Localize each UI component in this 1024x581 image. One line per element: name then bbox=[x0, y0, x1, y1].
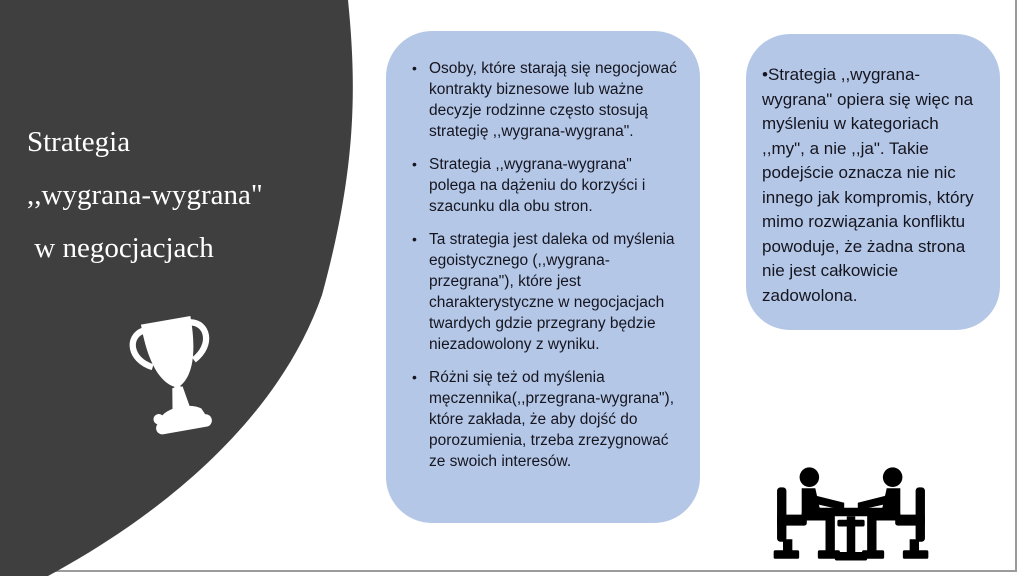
bullet-text: Strategia ,,wygrana-wygrana" polega na dążeniu do korzyści i szacunku dla obu stron. bbox=[429, 156, 646, 215]
trophy-shapes bbox=[129, 314, 221, 437]
bullet-text: Osoby, które starają się negocjować kontrakty biznesowe lub ważne decyzje rodzinne często stosują strategię ,,wygrana-wygrana". bbox=[429, 60, 677, 140]
content-box-right bbox=[746, 34, 1000, 330]
negotiation-svg bbox=[766, 464, 936, 572]
bullet-item bbox=[412, 154, 680, 217]
bullet-dot: • bbox=[762, 65, 768, 84]
dark-arc-path bbox=[0, 0, 353, 576]
bullet-text: Różni się też od myślenia męczennika(,,przegrana-wygrana"), które zakłada, że aby dojść do porozumienia, trzeba zrezygnować ze swoich interesów. bbox=[429, 369, 674, 470]
paragraph-text: Strategia ,,wygrana-wygrana" opiera się więc na myśleniu w kategoriach ,,my", a nie ,,ja". Takie podejście oznacza nie nic innego jak kompromis, który mimo rozwiązania konfliktu powoduje, że żadna strona nie jest całkowicie zadowolona. bbox=[762, 65, 974, 305]
dark-arc-panel bbox=[0, 0, 370, 576]
bullet-text: Ta strategia jest daleka od myślenia egoistycznego (,,wygrana-przegrana"), które jest charakterystyczne w negocjacjach twardych gdzie przegrany będzie niezadowolony z wyniku. bbox=[429, 231, 675, 353]
dark-arc-shape bbox=[0, 0, 370, 576]
bullet-dot: • bbox=[412, 369, 417, 385]
title-line-1: Strategia bbox=[27, 126, 131, 158]
content-box-left bbox=[386, 31, 700, 523]
negotiation-shapes bbox=[774, 467, 929, 560]
title-line-3: w negocjacjach bbox=[27, 232, 214, 264]
negotiation-icon bbox=[766, 464, 936, 572]
bullet-item bbox=[412, 229, 680, 355]
bullet-dot: • bbox=[412, 156, 417, 172]
bullet-dot: • bbox=[412, 60, 417, 76]
bullet-item bbox=[412, 58, 680, 142]
slide-edge-right bbox=[1015, 0, 1017, 572]
slide-title bbox=[27, 116, 357, 275]
bullet-dot: • bbox=[412, 231, 417, 247]
paragraph bbox=[762, 63, 983, 308]
bullet-item bbox=[412, 367, 680, 472]
bullet-list bbox=[412, 58, 680, 472]
title-line-2: ,,wygrana-wygrana" bbox=[27, 179, 263, 211]
